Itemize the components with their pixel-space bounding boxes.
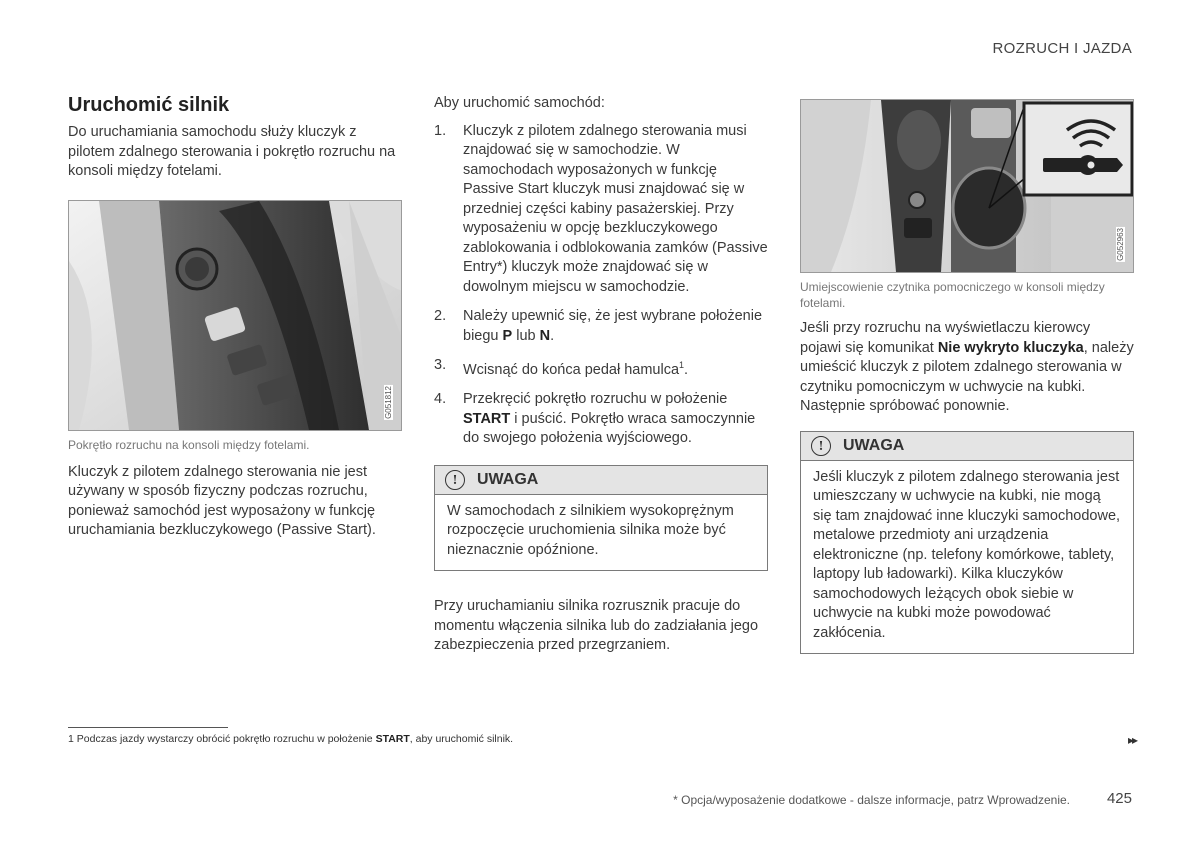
note-box-interference bbox=[800, 431, 1134, 655]
page-number: 425 bbox=[1106, 790, 1132, 807]
step-number: 3. bbox=[434, 357, 447, 373]
passive-start-paragraph: Kluczyk z pilotem zdalnego sterowania nie jest używany w sposób fizyczny podczas rozruchu, ponieważ samochód jest wyposażony w funkcję uruchamiania bezkluczykowego (Passive Start). bbox=[68, 463, 376, 538]
paragraph-text: Jeśli przy rozruchu na wyświetlaczu kierowcy pojawi się komunikat bbox=[800, 320, 1091, 356]
start-steps-list bbox=[434, 122, 768, 449]
note-body bbox=[801, 461, 1133, 654]
list-item bbox=[434, 356, 768, 380]
note-body bbox=[435, 495, 767, 571]
note-text: W samochodach z silnikiem wysokoprężnym rozpoczęcie uruchomienia silnika może być nieznacznie opóźnione. bbox=[447, 502, 734, 558]
step-text: lub bbox=[512, 327, 540, 344]
figure-code: G051812 bbox=[384, 385, 393, 419]
info-icon: ! bbox=[811, 436, 831, 456]
note-header bbox=[801, 432, 1133, 461]
message-text: Nie wykryto kluczyka bbox=[937, 339, 1084, 356]
gear-p: P bbox=[502, 327, 513, 344]
step-text: . bbox=[684, 361, 689, 378]
note-header bbox=[435, 466, 767, 495]
start-knob-figure bbox=[68, 200, 402, 431]
intro-paragraph: Do uruchamiania samochodu służy kluczyk z pilotem zdalnego sterowania i pokrętło rozruchu na konsoli między fotelami. bbox=[68, 124, 396, 179]
step-text: i puścić. Pokrętło wraca samoczynnie do swojego położenia wyjściowego. bbox=[463, 410, 756, 447]
figure-caption: Pokrętło rozruchu na konsoli między fotelami. bbox=[68, 437, 310, 452]
next-page-arrow-icon[interactable]: ▸▸ bbox=[1127, 733, 1136, 747]
figure-code: G052963 bbox=[1116, 228, 1125, 261]
column-left bbox=[68, 94, 402, 541]
starter-paragraph: Przy uruchamianiu silnika rozrusznik pracuje do momentu włączenia silnika lub do zadziałania jego zabezpieczenia przed przegrzaniem. bbox=[434, 598, 759, 654]
list-item bbox=[434, 307, 768, 346]
start-position: START bbox=[463, 410, 511, 427]
footnote-text: Podczas jazdy wystarczy obrócić pokrętło rozruchu w położenie bbox=[73, 733, 376, 745]
step-text: Wcisnąć do końca pedał hamulca bbox=[463, 361, 680, 378]
step-number: 1. bbox=[434, 122, 447, 139]
no-key-paragraph bbox=[800, 319, 1134, 417]
backup-reader-figure bbox=[800, 99, 1134, 273]
list-item bbox=[434, 390, 768, 449]
step-number: 4. bbox=[434, 391, 447, 408]
note-title: UWAGA bbox=[843, 436, 905, 454]
info-icon: ! bbox=[445, 470, 465, 490]
page-title: Uruchomić silnik bbox=[68, 94, 230, 116]
optional-equipment-note: * Opcja/wyposażenie dodatkowe - dalsze informacje, patrz Wprowadzenie. bbox=[673, 793, 1070, 807]
footnote bbox=[68, 733, 513, 745]
footnote-ref[interactable]: 1 bbox=[679, 360, 685, 370]
footnote-divider bbox=[68, 727, 228, 728]
note-text: Jeśli kluczyk z pilotem zdalnego sterowania jest umieszczany w uchwycie na kubki, nie mogą się tam znajdować inne kluczyki samochodowe, metalowe przedmioty ani urządzenia elektroniczne (np. telefony komórkowe, tablety, laptopy lub ładowarki). Kilka kluczyków samochodowych leżących obok siebie w uchwycie na kubki może powodować zakłócenia. bbox=[813, 468, 1121, 641]
backup-reader-illustration bbox=[801, 100, 1134, 272]
start-knob-illustration bbox=[69, 201, 402, 430]
footnote-number: 1 bbox=[68, 733, 74, 745]
step-number: 2. bbox=[434, 308, 447, 324]
steps-lead: Aby uruchomić samochód: bbox=[434, 95, 605, 111]
footnote-text: , aby uruchomić silnik. bbox=[409, 733, 514, 745]
paragraph-text: , należy umieścić kluczyk z pilotem zdalnego sterowania w czytniku pomocniczym w uchwycie na kubki. Następnie spróbować ponownie. bbox=[800, 339, 1134, 414]
step-text: Należy upewnić się, że jest wybrane położenie biegu bbox=[463, 308, 763, 344]
section-header: ROZRUCH I JAZDA bbox=[992, 40, 1132, 57]
step-text: . bbox=[550, 327, 555, 344]
step-text: Kluczyk z pilotem zdalnego sterowania musi znajdować się w samochodzie. W samochodach wyposażonych w funkcję Passive Start kluczyk musi znajdować się w przedniej części kabiny pasażerskiej. Przy wyposażeniu w opcję bezkluczykowego zablokowania i odblokowania zamków (Passive Entry*) kluczyk może znajdować się w dowolnym miejscu w samochodzie. bbox=[463, 122, 768, 295]
figure-caption: Umiejscowienie czytnika pomocniczego w konsoli między fotelami. bbox=[800, 280, 1105, 310]
step-text: Przekręcić pokrętło rozruchu w położenie bbox=[463, 391, 728, 408]
footnote-bold: START bbox=[375, 733, 410, 745]
gear-n: N bbox=[539, 327, 551, 344]
note-title: UWAGA bbox=[477, 470, 539, 488]
note-box-diesel bbox=[434, 465, 768, 572]
column-right bbox=[800, 99, 1134, 654]
list-item bbox=[434, 122, 768, 298]
column-middle bbox=[434, 94, 768, 656]
